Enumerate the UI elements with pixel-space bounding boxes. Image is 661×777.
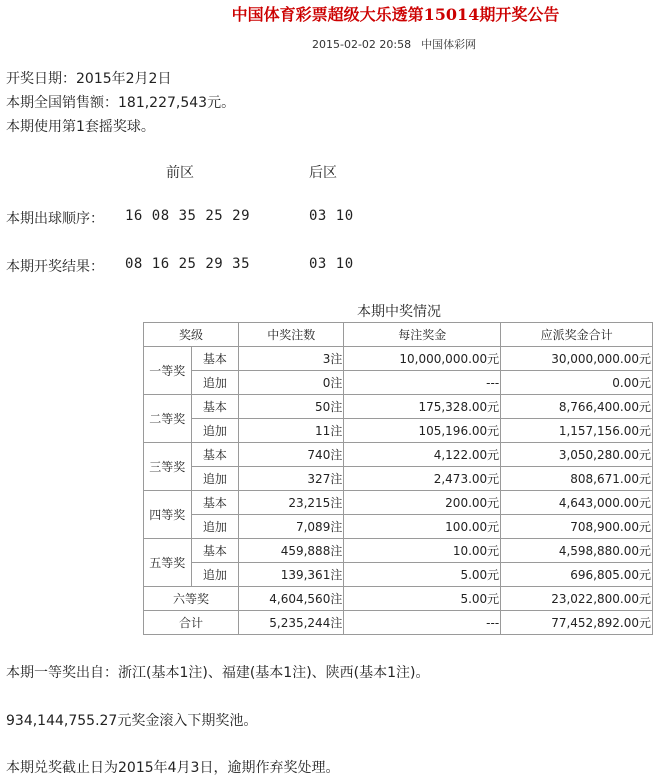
count-cell: 740注 <box>239 443 344 467</box>
per-cell: 10.00元 <box>344 539 501 563</box>
first-prize-origin: 本期一等奖出自：浙江(基本1注)、福建(基本1注)、陕西(基本1注)。 <box>6 665 430 681</box>
count-cell: 23,215注 <box>239 491 344 515</box>
total-cell: 808,671.00元 <box>501 467 653 491</box>
type-cell: 基本 <box>191 347 239 371</box>
sum-label: 合计 <box>144 611 239 635</box>
total-cell: 1,157,156.00元 <box>501 419 653 443</box>
table-row <box>144 395 653 419</box>
per-cell: 5.00元 <box>344 587 501 611</box>
claim-deadline: 本期兑奖截止日为2015年4月3日，逾期作弃奖处理。 <box>6 760 340 776</box>
total-cell: 23,022,800.00元 <box>501 587 653 611</box>
sales-amount: 本期全国销售额：181,227,543元。 <box>6 95 236 111</box>
table-row <box>144 443 653 467</box>
draw-date: 开奖日期：2015年2月2日 <box>6 71 172 87</box>
per-cell: 2,473.00元 <box>344 467 501 491</box>
publish-meta <box>312 36 476 52</box>
type-cell: 追加 <box>191 419 239 443</box>
count-cell: 327注 <box>239 467 344 491</box>
type-cell: 追加 <box>191 467 239 491</box>
table-row <box>144 371 653 395</box>
type-cell: 基本 <box>191 539 239 563</box>
type-cell: 追加 <box>191 515 239 539</box>
grade-cell: 一等奖 <box>144 347 192 395</box>
count-cell: 0注 <box>239 371 344 395</box>
table-caption: 本期中奖情况 <box>357 304 441 320</box>
back-zone-label: 后区 <box>309 165 337 181</box>
grade-cell: 二等奖 <box>144 395 192 443</box>
total-cell: 696,805.00元 <box>501 563 653 587</box>
per-cell: --- <box>344 611 501 635</box>
ball-set: 本期使用第1套摇奖球。 <box>6 119 155 135</box>
count-cell: 11注 <box>239 419 344 443</box>
type-cell: 基本 <box>191 395 239 419</box>
total-cell: 4,598,880.00元 <box>501 539 653 563</box>
total-cell: 708,900.00元 <box>501 515 653 539</box>
header-total: 应派奖金合计 <box>501 323 653 347</box>
sequence-front-numbers: 16 08 35 25 29 <box>125 208 251 224</box>
count-cell: 459,888注 <box>239 539 344 563</box>
per-cell: 4,122.00元 <box>344 443 501 467</box>
front-zone-label: 前区 <box>166 165 194 181</box>
header-grade: 奖级 <box>144 323 239 347</box>
table-row <box>144 539 653 563</box>
type-cell: 追加 <box>191 371 239 395</box>
header-count: 中奖注数 <box>239 323 344 347</box>
table-header-row <box>144 323 653 347</box>
sequence-label: 本期出球顺序： <box>6 211 104 227</box>
jackpot-rollover: 934,144,755.27元奖金滚入下期奖池。 <box>6 713 258 729</box>
table-row <box>144 467 653 491</box>
grade-cell: 六等奖 <box>144 587 239 611</box>
per-cell: 10,000,000.00元 <box>344 347 501 371</box>
total-cell: 4,643,000.00元 <box>501 491 653 515</box>
per-cell: 175,328.00元 <box>344 395 501 419</box>
total-cell: 77,452,892.00元 <box>501 611 653 635</box>
per-cell: 5.00元 <box>344 563 501 587</box>
total-cell: 0.00元 <box>501 371 653 395</box>
total-cell: 3,050,280.00元 <box>501 443 653 467</box>
publish-datetime: 2015-02-02 20:58 <box>312 38 412 51</box>
per-cell: 100.00元 <box>344 515 501 539</box>
count-cell: 7,089注 <box>239 515 344 539</box>
total-cell: 8,766,400.00元 <box>501 395 653 419</box>
table-row <box>144 515 653 539</box>
grade-cell: 四等奖 <box>144 491 192 539</box>
type-cell: 基本 <box>191 491 239 515</box>
sequence-back-numbers: 03 10 <box>309 208 354 224</box>
table-total-row <box>144 611 653 635</box>
table-row <box>144 419 653 443</box>
count-cell: 5,235,244注 <box>239 611 344 635</box>
table-row <box>144 347 653 371</box>
publish-source: 中国体彩网 <box>421 38 477 51</box>
per-cell: --- <box>344 371 501 395</box>
table-row <box>144 563 653 587</box>
result-front-numbers: 08 16 25 29 35 <box>125 256 251 272</box>
table-row <box>144 491 653 515</box>
total-cell: 30,000,000.00元 <box>501 347 653 371</box>
count-cell: 4,604,560注 <box>239 587 344 611</box>
grade-cell: 三等奖 <box>144 443 192 491</box>
count-cell: 3注 <box>239 347 344 371</box>
per-cell: 105,196.00元 <box>344 419 501 443</box>
result-label: 本期开奖结果： <box>6 259 104 275</box>
type-cell: 基本 <box>191 443 239 467</box>
header-per: 每注奖金 <box>344 323 501 347</box>
result-back-numbers: 03 10 <box>309 256 354 272</box>
table-row <box>144 587 653 611</box>
count-cell: 139,361注 <box>239 563 344 587</box>
per-cell: 200.00元 <box>344 491 501 515</box>
grade-cell: 五等奖 <box>144 539 192 587</box>
type-cell: 追加 <box>191 563 239 587</box>
prize-table <box>143 322 653 635</box>
count-cell: 50注 <box>239 395 344 419</box>
page-title: 中国体育彩票超级大乐透第15014期开奖公告 <box>231 5 560 24</box>
